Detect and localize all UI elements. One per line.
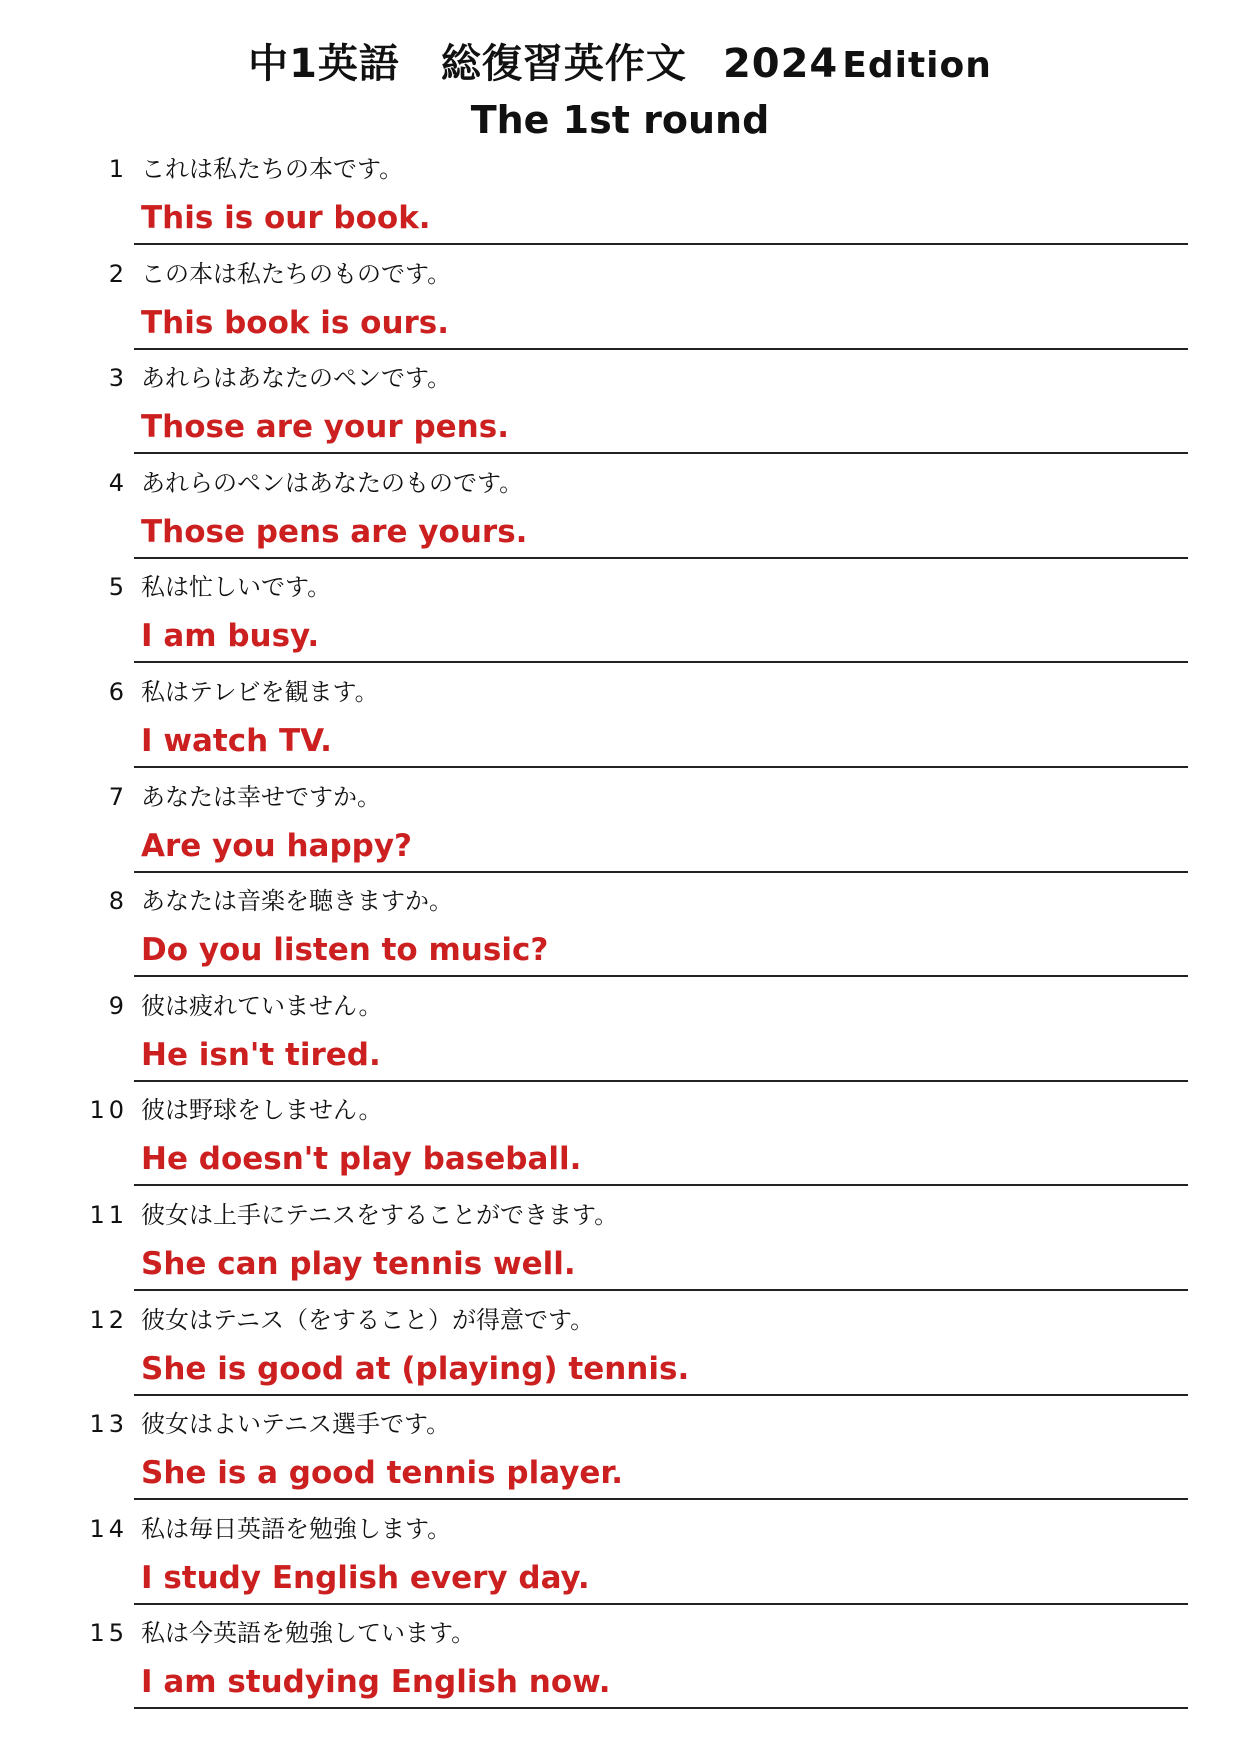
japanese-prompt: あれらのペンはあなたのものです。	[141, 468, 524, 497]
japanese-prompt: 私は今英語を勉強しています。	[141, 1619, 476, 1648]
item-number: 2	[108, 259, 128, 288]
exercise-item	[0, 1081, 1240, 1186]
exercise-item	[0, 349, 1240, 454]
item-number: 8	[108, 887, 128, 916]
english-answer: Do you listen to music?	[141, 932, 549, 969]
worksheet-subtitle: The 1st round	[470, 98, 770, 142]
exercise-item	[0, 977, 1240, 1082]
title-year: 2024	[722, 41, 839, 87]
exercise-item	[0, 768, 1240, 873]
item-number: 5	[108, 573, 128, 602]
exercise-item	[0, 140, 1240, 245]
item-number: 7	[108, 782, 128, 811]
title-main: 中1英語 総復習英作文	[248, 41, 687, 87]
japanese-prompt: あなたは幸せですか。	[141, 782, 381, 811]
japanese-prompt: 彼は疲れていません。	[141, 991, 383, 1020]
item-number: 11	[89, 1200, 128, 1229]
english-answer: Those are your pens.	[141, 409, 509, 446]
exercise-item	[0, 558, 1240, 663]
japanese-prompt: あなたは音楽を聴きますか。	[141, 887, 453, 916]
exercise-item	[0, 1186, 1240, 1291]
exercise-list	[0, 140, 1240, 1709]
english-answer: This is our book.	[141, 200, 431, 236]
worksheet-title	[0, 36, 1240, 94]
item-number: 3	[108, 364, 128, 393]
item-number: 13	[89, 1410, 128, 1439]
english-answer: He doesn't play baseball.	[141, 1141, 582, 1178]
english-answer: This book is ours.	[141, 304, 450, 341]
japanese-prompt: 彼女はよいテニス選手です。	[141, 1410, 451, 1439]
english-answer: I watch TV.	[141, 722, 332, 759]
item-number: 1	[108, 155, 128, 183]
japanese-prompt: 彼は野球をしません。	[141, 1096, 383, 1125]
answer-line	[134, 1707, 1188, 1709]
item-number: 4	[108, 468, 128, 497]
item-number: 15	[89, 1619, 128, 1648]
exercise-item	[0, 663, 1240, 768]
japanese-prompt: 私は毎日英語を勉強します。	[141, 1514, 452, 1543]
item-number: 10	[89, 1096, 128, 1125]
item-number: 14	[89, 1514, 128, 1543]
item-number: 12	[89, 1305, 128, 1334]
item-number: 9	[108, 991, 128, 1020]
exercise-item	[0, 1604, 1240, 1709]
japanese-prompt: 私はテレビを観ます。	[141, 677, 379, 706]
worksheet-header	[0, 36, 1240, 146]
exercise-item	[0, 245, 1240, 350]
english-answer: I am studying English now.	[141, 1664, 611, 1701]
exercise-item	[0, 872, 1240, 977]
english-answer: She is good at (playing) tennis.	[141, 1350, 690, 1387]
english-answer: She can play tennis well.	[141, 1245, 576, 1282]
title-edition: Edition	[842, 45, 992, 86]
english-answer: She is a good tennis player.	[141, 1455, 624, 1492]
japanese-prompt: この本は私たちのものです。	[141, 259, 452, 288]
english-answer: Are you happy?	[141, 827, 413, 864]
japanese-prompt: あれらはあなたのペンです。	[141, 364, 452, 393]
english-answer: I study English every day.	[141, 1559, 590, 1596]
japanese-prompt: 彼女は上手にテニスをすることができます。	[141, 1200, 619, 1229]
japanese-prompt: これは私たちの本です。	[141, 155, 404, 183]
english-answer: He isn't tired.	[141, 1036, 381, 1073]
english-answer: Those pens are yours.	[141, 513, 528, 550]
item-number: 6	[108, 677, 128, 706]
exercise-item	[0, 1395, 1240, 1500]
exercise-item	[0, 454, 1240, 559]
exercise-item	[0, 1500, 1240, 1605]
japanese-prompt: 彼女はテニス（をすること）が得意です。	[141, 1305, 595, 1334]
english-answer: I am busy.	[141, 618, 320, 655]
japanese-prompt: 私は忙しいです。	[141, 573, 332, 602]
exercise-item	[0, 1291, 1240, 1396]
